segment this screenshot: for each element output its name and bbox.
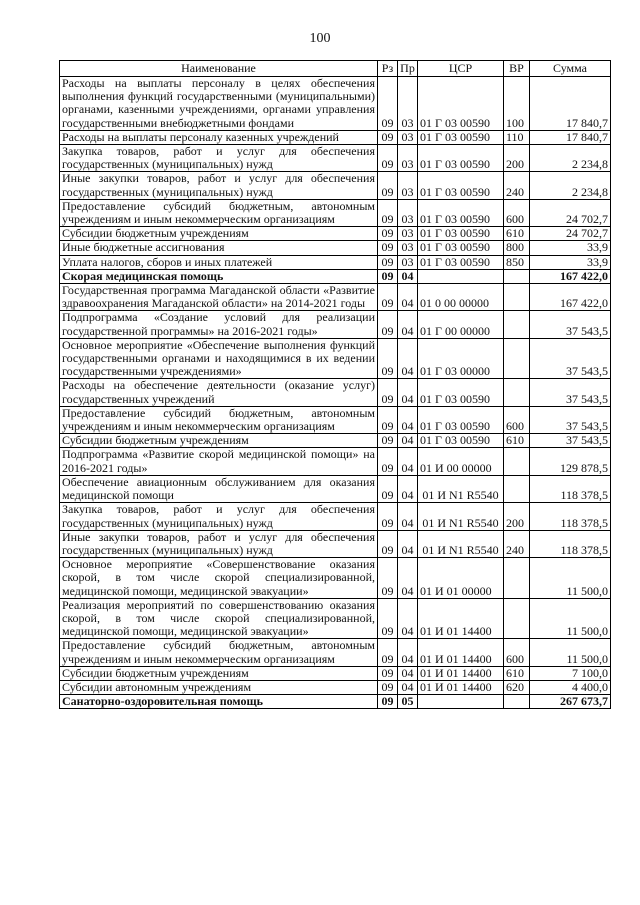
row-subsection: 04 <box>398 448 418 475</box>
table-row <box>60 255 611 269</box>
row-amount: 11 500,0 <box>530 558 611 599</box>
row-expense-type: 240 <box>504 172 530 199</box>
row-expense-type: 240 <box>504 530 530 557</box>
table-row <box>60 172 611 199</box>
row-amount: 167 422,0 <box>530 269 611 283</box>
table-row <box>60 695 611 709</box>
row-subsection: 04 <box>398 434 418 448</box>
row-name: Скорая медицинская помощь <box>60 269 378 283</box>
row-name: Государственная программа Магаданской области «Развитие здравоохранения Магаданской области» на 2014-2021 годы <box>60 284 378 311</box>
row-target-article: 01 Г 03 00590 <box>418 172 504 199</box>
row-section: 09 <box>378 284 398 311</box>
row-name: Субсидии автономным учреждениям <box>60 680 378 694</box>
row-amount: 118 378,5 <box>530 530 611 557</box>
row-target-article: 01 И 01 14400 <box>418 680 504 694</box>
table-row <box>60 284 611 311</box>
row-section: 09 <box>378 255 398 269</box>
header-csr: ЦСР <box>418 61 504 77</box>
row-target-article: 01 И 01 14400 <box>418 639 504 666</box>
row-name: Санаторно-оздоровительная помощь <box>60 695 378 709</box>
row-amount: 17 840,7 <box>530 130 611 144</box>
row-amount: 2 234,8 <box>530 172 611 199</box>
row-subsection: 04 <box>398 530 418 557</box>
row-expense-type <box>504 558 530 599</box>
row-expense-type: 200 <box>504 145 530 172</box>
row-target-article: 01 Г 03 00590 <box>418 241 504 255</box>
row-subsection: 04 <box>398 338 418 379</box>
row-subsection: 03 <box>398 172 418 199</box>
row-expense-type: 800 <box>504 241 530 255</box>
row-subsection: 03 <box>398 241 418 255</box>
row-target-article: 01 Г 03 00000 <box>418 338 504 379</box>
row-section: 09 <box>378 503 398 530</box>
table-row <box>60 77 611 131</box>
table-row <box>60 475 611 502</box>
row-name: Уплата налогов, сборов и иных платежей <box>60 255 378 269</box>
row-section: 09 <box>378 269 398 283</box>
row-target-article: 01 Г 03 00590 <box>418 255 504 269</box>
row-subsection: 04 <box>398 379 418 406</box>
table-row <box>60 199 611 226</box>
row-section: 09 <box>378 666 398 680</box>
row-expense-type: 610 <box>504 227 530 241</box>
table-row <box>60 448 611 475</box>
row-target-article: 01 Г 03 00590 <box>418 77 504 131</box>
row-amount: 37 543,5 <box>530 434 611 448</box>
row-amount: 33,9 <box>530 241 611 255</box>
row-amount: 11 500,0 <box>530 639 611 666</box>
row-section: 09 <box>378 338 398 379</box>
row-section: 09 <box>378 598 398 639</box>
row-amount: 17 840,7 <box>530 77 611 131</box>
row-subsection: 04 <box>398 666 418 680</box>
table-row <box>60 130 611 144</box>
row-name: Подпрограмма «Развитие скорой медицинской помощи» на 2016-2021 годы» <box>60 448 378 475</box>
row-amount: 267 673,7 <box>530 695 611 709</box>
row-amount: 7 100,0 <box>530 666 611 680</box>
row-subsection: 04 <box>398 311 418 338</box>
row-name: Субсидии бюджетным учреждениям <box>60 227 378 241</box>
row-target-article: 01 Г 03 00590 <box>418 406 504 433</box>
row-section: 09 <box>378 172 398 199</box>
row-section: 09 <box>378 680 398 694</box>
row-name: Иные закупки товаров, работ и услуг для обеспечения государственных (муниципальных) нужд <box>60 172 378 199</box>
row-section: 09 <box>378 379 398 406</box>
table-row <box>60 434 611 448</box>
row-section: 09 <box>378 434 398 448</box>
row-expense-type: 110 <box>504 130 530 144</box>
row-section: 09 <box>378 145 398 172</box>
table-row <box>60 227 611 241</box>
row-subsection: 03 <box>398 255 418 269</box>
row-name: Предоставление субсидий бюджетным, автономным учреждениям и иным некоммерческим организациям <box>60 639 378 666</box>
row-subsection: 04 <box>398 558 418 599</box>
row-section: 09 <box>378 558 398 599</box>
row-name: Основное мероприятие «Совершенствование оказания скорой, в том числе скорой специализированной, медицинской помощи, медицинской эвакуации» <box>60 558 378 599</box>
row-amount: 37 543,5 <box>530 311 611 338</box>
row-target-article: 01 И N1 R5540 <box>418 503 504 530</box>
row-section: 09 <box>378 130 398 144</box>
row-target-article: 01 Г 03 00590 <box>418 145 504 172</box>
row-subsection: 04 <box>398 269 418 283</box>
row-section: 09 <box>378 448 398 475</box>
row-subsection: 03 <box>398 145 418 172</box>
table-row <box>60 241 611 255</box>
row-target-article: 01 И N1 R5540 <box>418 530 504 557</box>
row-expense-type <box>504 338 530 379</box>
table-body <box>60 77 611 709</box>
row-amount: 24 702,7 <box>530 199 611 226</box>
row-target-article: 01 И N1 R5540 <box>418 475 504 502</box>
row-amount: 118 378,5 <box>530 475 611 502</box>
table-row <box>60 269 611 283</box>
row-section: 09 <box>378 77 398 131</box>
row-section: 09 <box>378 241 398 255</box>
row-subsection: 05 <box>398 695 418 709</box>
row-subsection: 03 <box>398 77 418 131</box>
row-amount: 118 378,5 <box>530 503 611 530</box>
row-name: Расходы на выплаты персоналу в целях обеспечения выполнения функций государственными (муниципальными) органами, казенными учреждениями, органами управления государственными внебюджетными фондами <box>60 77 378 131</box>
row-section: 09 <box>378 639 398 666</box>
row-name: Предоставление субсидий бюджетным, автономным учреждениям и иным некоммерческим организациям <box>60 199 378 226</box>
row-section: 09 <box>378 406 398 433</box>
row-expense-type <box>504 311 530 338</box>
row-subsection: 04 <box>398 680 418 694</box>
row-section: 09 <box>378 475 398 502</box>
row-target-article: 01 И 01 00000 <box>418 558 504 599</box>
table-row <box>60 598 611 639</box>
row-name: Расходы на выплаты персоналу казенных учреждений <box>60 130 378 144</box>
table-row <box>60 145 611 172</box>
table-row <box>60 379 611 406</box>
row-target-article: 01 Г 03 00590 <box>418 434 504 448</box>
row-amount: 37 543,5 <box>530 338 611 379</box>
row-expense-type: 850 <box>504 255 530 269</box>
row-subsection: 04 <box>398 475 418 502</box>
row-name: Субсидии бюджетным учреждениям <box>60 434 378 448</box>
table-row <box>60 338 611 379</box>
row-expense-type <box>504 284 530 311</box>
row-target-article: 01 0 00 00000 <box>418 284 504 311</box>
row-subsection: 04 <box>398 406 418 433</box>
row-name: Иные бюджетные ассигнования <box>60 241 378 255</box>
row-section: 09 <box>378 199 398 226</box>
table-row <box>60 666 611 680</box>
row-expense-type: 200 <box>504 503 530 530</box>
table-row <box>60 639 611 666</box>
row-expense-type: 610 <box>504 666 530 680</box>
row-expense-type <box>504 695 530 709</box>
row-name: Закупка товаров, работ и услуг для обеспечения государственных (муниципальных) нужд <box>60 503 378 530</box>
row-expense-type: 600 <box>504 199 530 226</box>
budget-table <box>59 60 611 709</box>
row-target-article <box>418 695 504 709</box>
row-name: Подпрограмма «Создание условий для реализации государственной программы» на 2016-2021 годы» <box>60 311 378 338</box>
row-subsection: 03 <box>398 199 418 226</box>
row-expense-type <box>504 269 530 283</box>
row-amount: 37 543,5 <box>530 379 611 406</box>
row-expense-type: 610 <box>504 434 530 448</box>
row-target-article: 01 И 00 00000 <box>418 448 504 475</box>
row-expense-type: 600 <box>504 639 530 666</box>
row-subsection: 03 <box>398 227 418 241</box>
row-name: Предоставление субсидий бюджетным, автономным учреждениям и иным некоммерческим организациям <box>60 406 378 433</box>
row-expense-type <box>504 475 530 502</box>
row-subsection: 04 <box>398 598 418 639</box>
row-amount: 37 543,5 <box>530 406 611 433</box>
row-name: Закупка товаров, работ и услуг для обеспечения государственных (муниципальных) нужд <box>60 145 378 172</box>
header-vr: ВР <box>504 61 530 77</box>
row-expense-type <box>504 598 530 639</box>
row-subsection: 04 <box>398 639 418 666</box>
page-number: 100 <box>309 31 331 46</box>
row-expense-type <box>504 379 530 406</box>
table-row <box>60 503 611 530</box>
row-target-article: 01 Г 03 00590 <box>418 130 504 144</box>
table-row <box>60 530 611 557</box>
row-target-article: 01 Г 03 00590 <box>418 379 504 406</box>
row-amount: 24 702,7 <box>530 227 611 241</box>
row-target-article: 01 Г 03 00590 <box>418 227 504 241</box>
row-amount: 129 878,5 <box>530 448 611 475</box>
row-section: 09 <box>378 227 398 241</box>
row-section: 09 <box>378 695 398 709</box>
header-rz: Рз <box>378 61 398 77</box>
row-amount: 11 500,0 <box>530 598 611 639</box>
row-target-article: 01 И 01 14400 <box>418 666 504 680</box>
row-target-article: 01 Г 03 00590 <box>418 199 504 226</box>
row-name: Субсидии бюджетным учреждениям <box>60 666 378 680</box>
row-expense-type: 620 <box>504 680 530 694</box>
table-row <box>60 680 611 694</box>
row-subsection: 04 <box>398 284 418 311</box>
row-subsection: 03 <box>398 130 418 144</box>
row-target-article <box>418 269 504 283</box>
row-name: Основное мероприятие «Обеспечение выполнения функций государственными органами и находящимися в их ведении государственными учреждениями» <box>60 338 378 379</box>
row-name: Обеспечение авиационным обслуживанием для оказания медицинской помощи <box>60 475 378 502</box>
row-expense-type: 600 <box>504 406 530 433</box>
row-amount: 167 422,0 <box>530 284 611 311</box>
row-subsection: 04 <box>398 503 418 530</box>
header-pr: Пр <box>398 61 418 77</box>
row-target-article: 01 Г 00 00000 <box>418 311 504 338</box>
table-row <box>60 406 611 433</box>
row-target-article: 01 И 01 14400 <box>418 598 504 639</box>
table-row <box>60 558 611 599</box>
row-section: 09 <box>378 530 398 557</box>
row-expense-type <box>504 448 530 475</box>
row-expense-type: 100 <box>504 77 530 131</box>
row-section: 09 <box>378 311 398 338</box>
row-amount: 33,9 <box>530 255 611 269</box>
row-name: Расходы на обеспечение деятельности (оказание услуг) государственных учреждений <box>60 379 378 406</box>
table-header-row <box>60 61 611 77</box>
table-row <box>60 311 611 338</box>
row-amount: 4 400,0 <box>530 680 611 694</box>
row-name: Реализация мероприятий по совершенствованию оказания скорой, в том числе скорой специализированной, медицинской помощи, медицинской эвакуации» <box>60 598 378 639</box>
header-sum: Сумма <box>530 61 611 77</box>
header-name: Наименование <box>60 61 378 77</box>
row-amount: 2 234,8 <box>530 145 611 172</box>
row-name: Иные закупки товаров, работ и услуг для обеспечения государственных (муниципальных) нужд <box>60 530 378 557</box>
